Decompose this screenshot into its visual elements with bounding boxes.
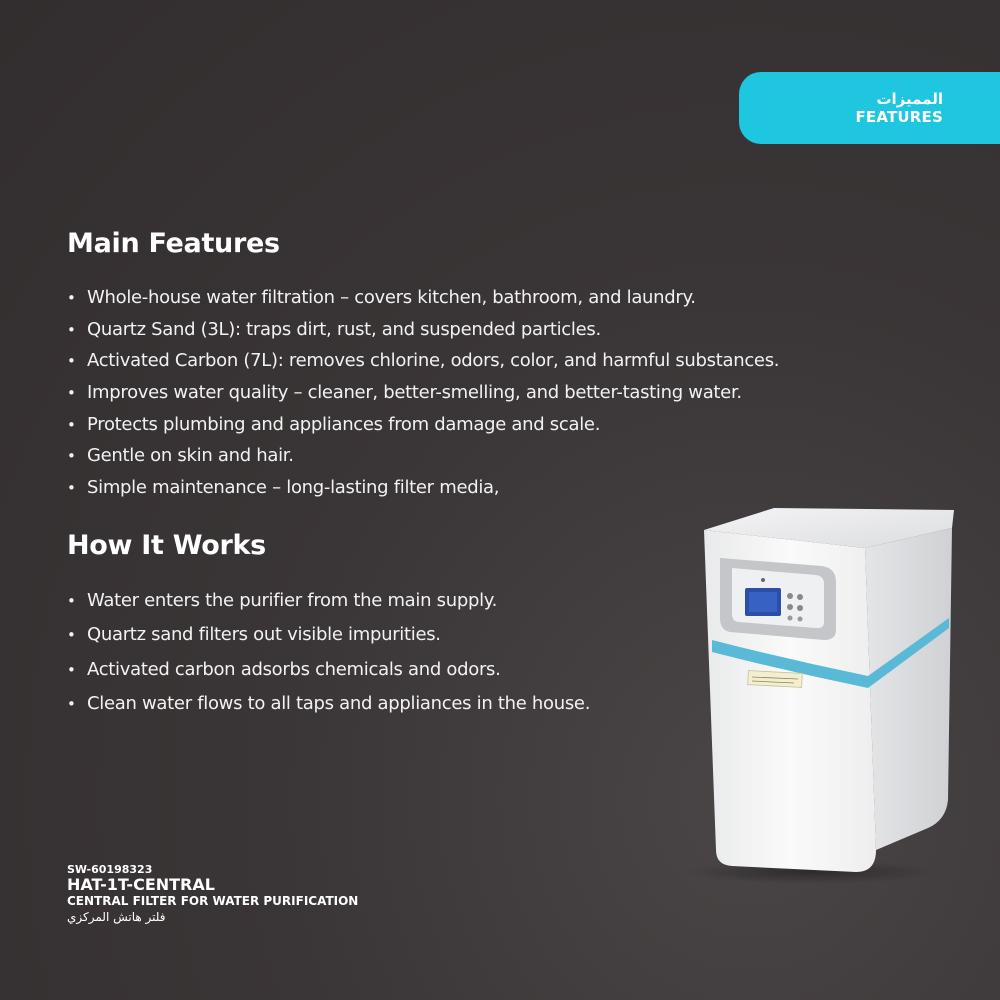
product-info	[67, 863, 358, 925]
product-sku: SW-60198323	[67, 863, 153, 876]
list-item: • Simple maintenance – long-lasting filter media,	[67, 475, 779, 507]
features-badge	[739, 72, 1000, 144]
features-badge-arabic: المميزات	[876, 90, 943, 108]
features-badge-english: FEATURES	[855, 108, 943, 126]
product-arabic-name: فلتر هاتش المركزي	[67, 910, 166, 924]
list-item: • Protects plumbing and appliances from damage and scale.	[67, 412, 779, 444]
list-item: • Clean water flows to all taps and appliances in the house.	[67, 691, 590, 725]
list-item: • Quartz Sand (3L): traps dirt, rust, and suspended particles.	[67, 317, 779, 349]
list-item: • Whole-house water filtration – covers kitchen, bathroom, and laundry.	[67, 285, 779, 317]
product-description: CENTRAL FILTER FOR WATER PURIFICATION	[67, 894, 359, 908]
list-item: • Activated Carbon (7L): removes chlorine, odors, color, and harmful substances.	[67, 348, 779, 380]
main-features-title: Main Features	[67, 228, 280, 259]
list-item: • Activated carbon adsorbs chemicals and odors.	[67, 657, 590, 691]
list-item: • Gentle on skin and hair.	[67, 443, 779, 475]
list-item: • Improves water quality – cleaner, better-smelling, and better-tasting water.	[67, 380, 779, 412]
list-item: • Water enters the purifier from the main supply.	[67, 588, 590, 622]
product-model: HAT-1T-CENTRAL	[67, 875, 215, 894]
water-filter-product-image	[690, 500, 970, 890]
how-it-works-title: How It Works	[67, 530, 266, 561]
how-it-works-list	[67, 588, 590, 725]
list-item: • Quartz sand filters out visible impurities.	[67, 622, 590, 656]
main-features-list	[67, 285, 779, 507]
